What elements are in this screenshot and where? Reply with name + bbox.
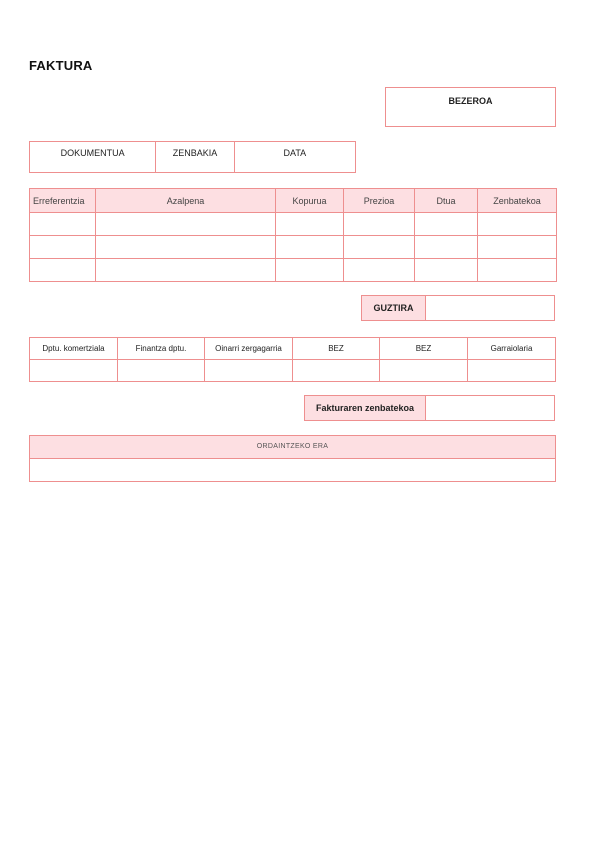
items-table	[29, 188, 557, 282]
table-cell[interactable]	[344, 213, 415, 236]
payment-method-value[interactable]	[30, 459, 555, 483]
table-cell[interactable]	[344, 259, 415, 282]
table-cell[interactable]	[96, 236, 276, 259]
table-cell[interactable]	[478, 259, 557, 282]
document-date-header: DATA	[283, 148, 307, 158]
table-cell[interactable]	[478, 213, 557, 236]
subtotal-value[interactable]	[426, 296, 554, 320]
payment-method-box	[29, 435, 556, 482]
column-carrier: Garraiolaria	[468, 338, 556, 360]
table-cell[interactable]	[205, 360, 293, 382]
column-taxable-base: Oinarri zergagarria	[205, 338, 293, 360]
table-cell[interactable]	[468, 360, 556, 382]
table-cell[interactable]	[380, 360, 468, 382]
payment-method-label: ORDAINTZEKO ERA	[30, 436, 555, 459]
table-cell[interactable]	[276, 259, 344, 282]
subtotal-label: GUZTIRA	[362, 296, 426, 320]
table-cell[interactable]	[96, 213, 276, 236]
table-cell[interactable]	[344, 236, 415, 259]
client-label: BEZEROA	[448, 96, 493, 106]
column-discount: Dtua	[415, 189, 478, 213]
column-description: Azalpena	[96, 189, 276, 213]
table-cell[interactable]	[30, 213, 96, 236]
table-row	[30, 236, 557, 259]
document-info-box	[29, 141, 356, 173]
table-cell[interactable]	[30, 236, 96, 259]
table-cell[interactable]	[415, 213, 478, 236]
table-cell[interactable]	[118, 360, 205, 382]
table-cell[interactable]	[276, 236, 344, 259]
table-row	[30, 360, 556, 382]
table-row	[30, 213, 557, 236]
table-cell[interactable]	[415, 259, 478, 282]
table-row	[30, 259, 557, 282]
taxes-table	[29, 337, 556, 382]
table-cell[interactable]	[415, 236, 478, 259]
column-financial-discount: Finantza dptu.	[118, 338, 205, 360]
invoice-total-box	[304, 395, 555, 421]
table-cell[interactable]	[30, 259, 96, 282]
invoice-total-label: Fakturaren zenbatekoa	[305, 396, 426, 420]
table-cell[interactable]	[293, 360, 380, 382]
table-cell[interactable]	[276, 213, 344, 236]
document-number-header: ZENBAKIA	[156, 142, 235, 172]
document-type-header: DOKUMENTUA	[30, 142, 156, 172]
page-title: FAKTURA	[29, 58, 93, 73]
table-cell[interactable]	[96, 259, 276, 282]
table-cell[interactable]	[478, 236, 557, 259]
invoice-total-value[interactable]	[426, 396, 554, 420]
column-commercial-discount: Dptu. komertziala	[30, 338, 118, 360]
subtotal-box	[361, 295, 555, 321]
client-box[interactable]	[385, 87, 556, 127]
column-vat-1: BEZ	[293, 338, 380, 360]
column-quantity: Kopurua	[276, 189, 344, 213]
column-amount: Zenbatekoa	[478, 189, 557, 213]
column-vat-2: BEZ	[380, 338, 468, 360]
column-price: Prezioa	[344, 189, 415, 213]
table-cell[interactable]	[30, 360, 118, 382]
column-reference: Erreferentzia	[30, 189, 96, 213]
